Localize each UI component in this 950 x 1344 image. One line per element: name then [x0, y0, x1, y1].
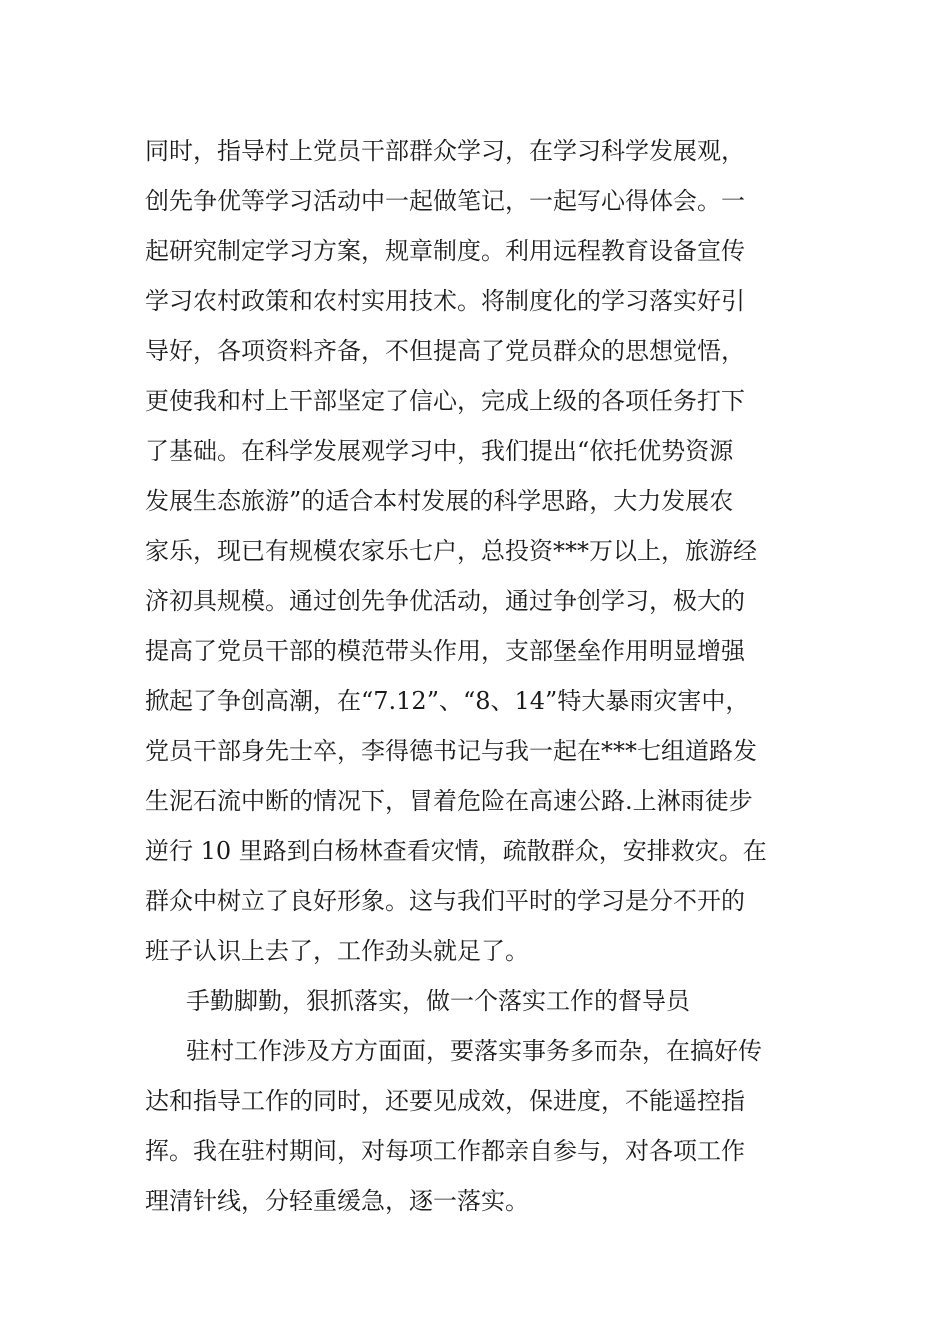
text-line: 起研究制定学习方案，规章制度。利用远程教育设备宣传 [145, 237, 745, 265]
text-line: 发展生态旅游”的适合本村发展的科学思路，大力发展农 [145, 487, 734, 515]
text-line: 导好，各项资料齐备，不但提高了党员群众的思想觉悟， [145, 337, 745, 365]
text-line: 学习农村政策和农村实用技术。将制度化的学习落实好引 [145, 287, 745, 315]
text-line: 班子认识上去了，工作劲头就足了。 [145, 937, 529, 965]
text-line: 家乐，现已有规模农家乐七户，总投资***万以上，旅游经 [145, 537, 757, 565]
text-line: 生泥石流中断的情况下，冒着危险在高速公路.上淋雨徒步 [145, 787, 753, 815]
text-line: 了基础。在科学发展观学习中，我们提出“依托优势资源 [145, 437, 734, 465]
text-line: 更使我和村上干部坚定了信心，完成上级的各项任务打下 [145, 387, 745, 415]
text-line: 创先争优等学习活动中一起做笔记，一起写心得体会。一 [145, 187, 745, 215]
text-line: 党员干部身先士卒，李得德书记与我一起在***七组道路发 [145, 737, 757, 765]
text-line: 群众中树立了良好形象。这与我们平时的学习是分不开的 [145, 887, 745, 915]
text-line: 驻村工作涉及方方面面，要落实事务多而杂，在搞好传 [186, 1037, 762, 1065]
text-line: 提高了党员干部的模范带头作用，支部堡垒作用明显增强 [145, 637, 745, 665]
text-line: 同时，指导村上党员干部群众学习，在学习科学发展观， [145, 137, 745, 165]
text-line: 逆行 10 里路到白杨林查看灾情，疏散群众，安排救灾。在 [145, 837, 767, 865]
text-line: 济初具规模。通过创先争优活动，通过争创学习，极大的 [145, 587, 745, 615]
text-line: 掀起了争创高潮，在“7.12”、“8、14”特大暴雨灾害中， [145, 687, 750, 715]
text-line: 理清针线，分轻重缓急，逐一落实。 [145, 1187, 529, 1215]
section-heading: 手勤脚勤，狠抓落实，做一个落实工作的督导员 [186, 987, 690, 1015]
text-line: 挥。我在驻村期间，对每项工作都亲自参与，对各项工作 [145, 1137, 745, 1165]
text-line: 达和指导工作的同时，还要见成效，保进度，不能遥控指 [145, 1087, 745, 1115]
